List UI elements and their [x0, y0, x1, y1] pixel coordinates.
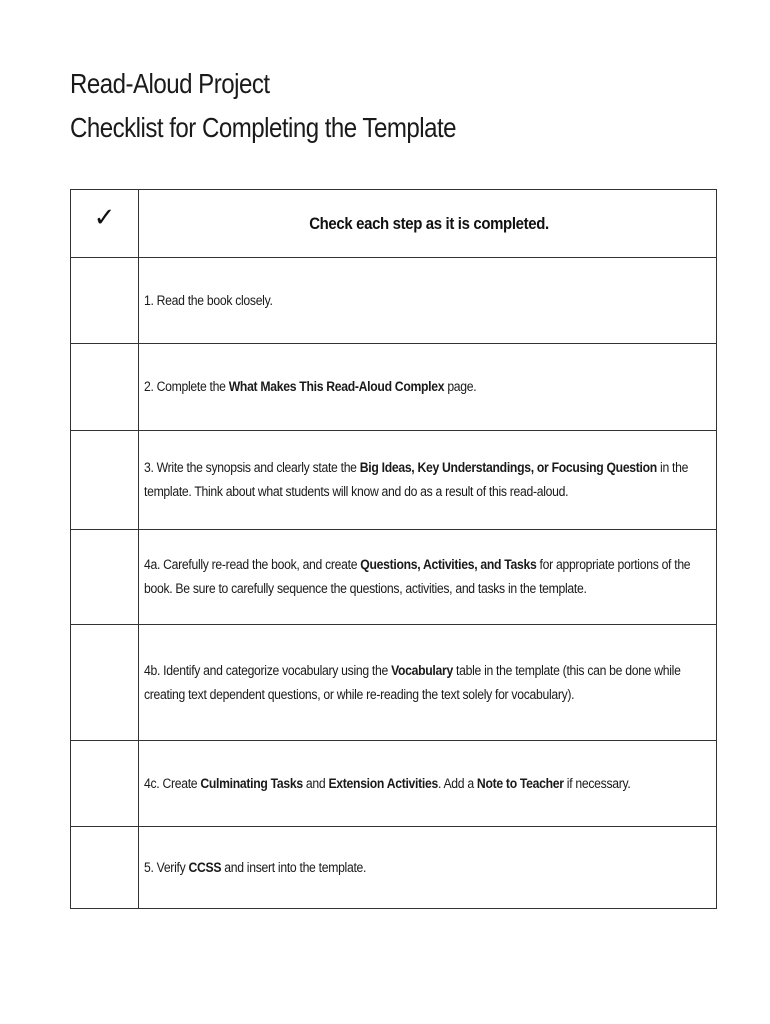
- step-cell: [139, 344, 717, 431]
- step-cell: [139, 741, 717, 827]
- checkbox-cell[interactable]: [71, 344, 139, 431]
- step-text: 4a. Carefully re-read the book, and create Questions, Activities, and Tasks for appropriate portions of the book. Be sure to carefully sequence the questions, activities, and tasks in the template.: [144, 557, 691, 597]
- checklist-row: [71, 530, 717, 625]
- step-cell: [139, 258, 717, 344]
- checklist-table: [70, 189, 717, 909]
- checkbox-cell[interactable]: [71, 741, 139, 827]
- checkmark-icon: ✓: [93, 201, 116, 232]
- checklist-row: [71, 344, 717, 431]
- step-column-header: [139, 190, 717, 258]
- check-column-header: [71, 190, 139, 258]
- page-title-line-1: Read-Aloud Project: [70, 68, 270, 99]
- checklist-header-row: [71, 190, 717, 258]
- step-text: 2. Complete the What Makes This Read-Aloud Complex page.: [144, 379, 477, 395]
- checkbox-cell[interactable]: [71, 625, 139, 741]
- page-title-line-2: Checklist for Completing the Template: [70, 112, 457, 143]
- step-cell: [139, 625, 717, 741]
- checklist-header-text: Check each step as it is completed.: [309, 213, 549, 233]
- step-cell: [139, 827, 717, 909]
- checkbox-cell[interactable]: [71, 530, 139, 625]
- checklist-row: [71, 827, 717, 909]
- checklist-row: [71, 625, 717, 741]
- step-text: 4c. Create Culminating Tasks and Extension Activities. Add a Note to Teacher if necessary.: [144, 775, 631, 792]
- step-text: 3. Write the synopsis and clearly state the Big Ideas, Key Understandings, or Focusing Question in the template. Think about what students will know and do as a result of this read-aloud.: [144, 460, 689, 500]
- checkbox-cell[interactable]: [71, 827, 139, 909]
- step-text: 5. Verify CCSS and insert into the template.: [144, 859, 367, 876]
- checklist-row: [71, 258, 717, 344]
- step-cell: [139, 431, 717, 530]
- checkbox-cell[interactable]: [71, 431, 139, 530]
- step-cell: [139, 530, 717, 625]
- checkbox-cell[interactable]: [71, 258, 139, 344]
- page-title: [70, 62, 629, 150]
- checklist-row: [71, 741, 717, 827]
- checklist-row: [71, 431, 717, 530]
- step-text: 4b. Identify and categorize vocabulary using the Vocabulary table in the template (this can be done while creating text dependent questions, or while re-reading the text solely for vocabulary).: [144, 662, 681, 703]
- step-text: 1. Read the book closely.: [144, 292, 273, 309]
